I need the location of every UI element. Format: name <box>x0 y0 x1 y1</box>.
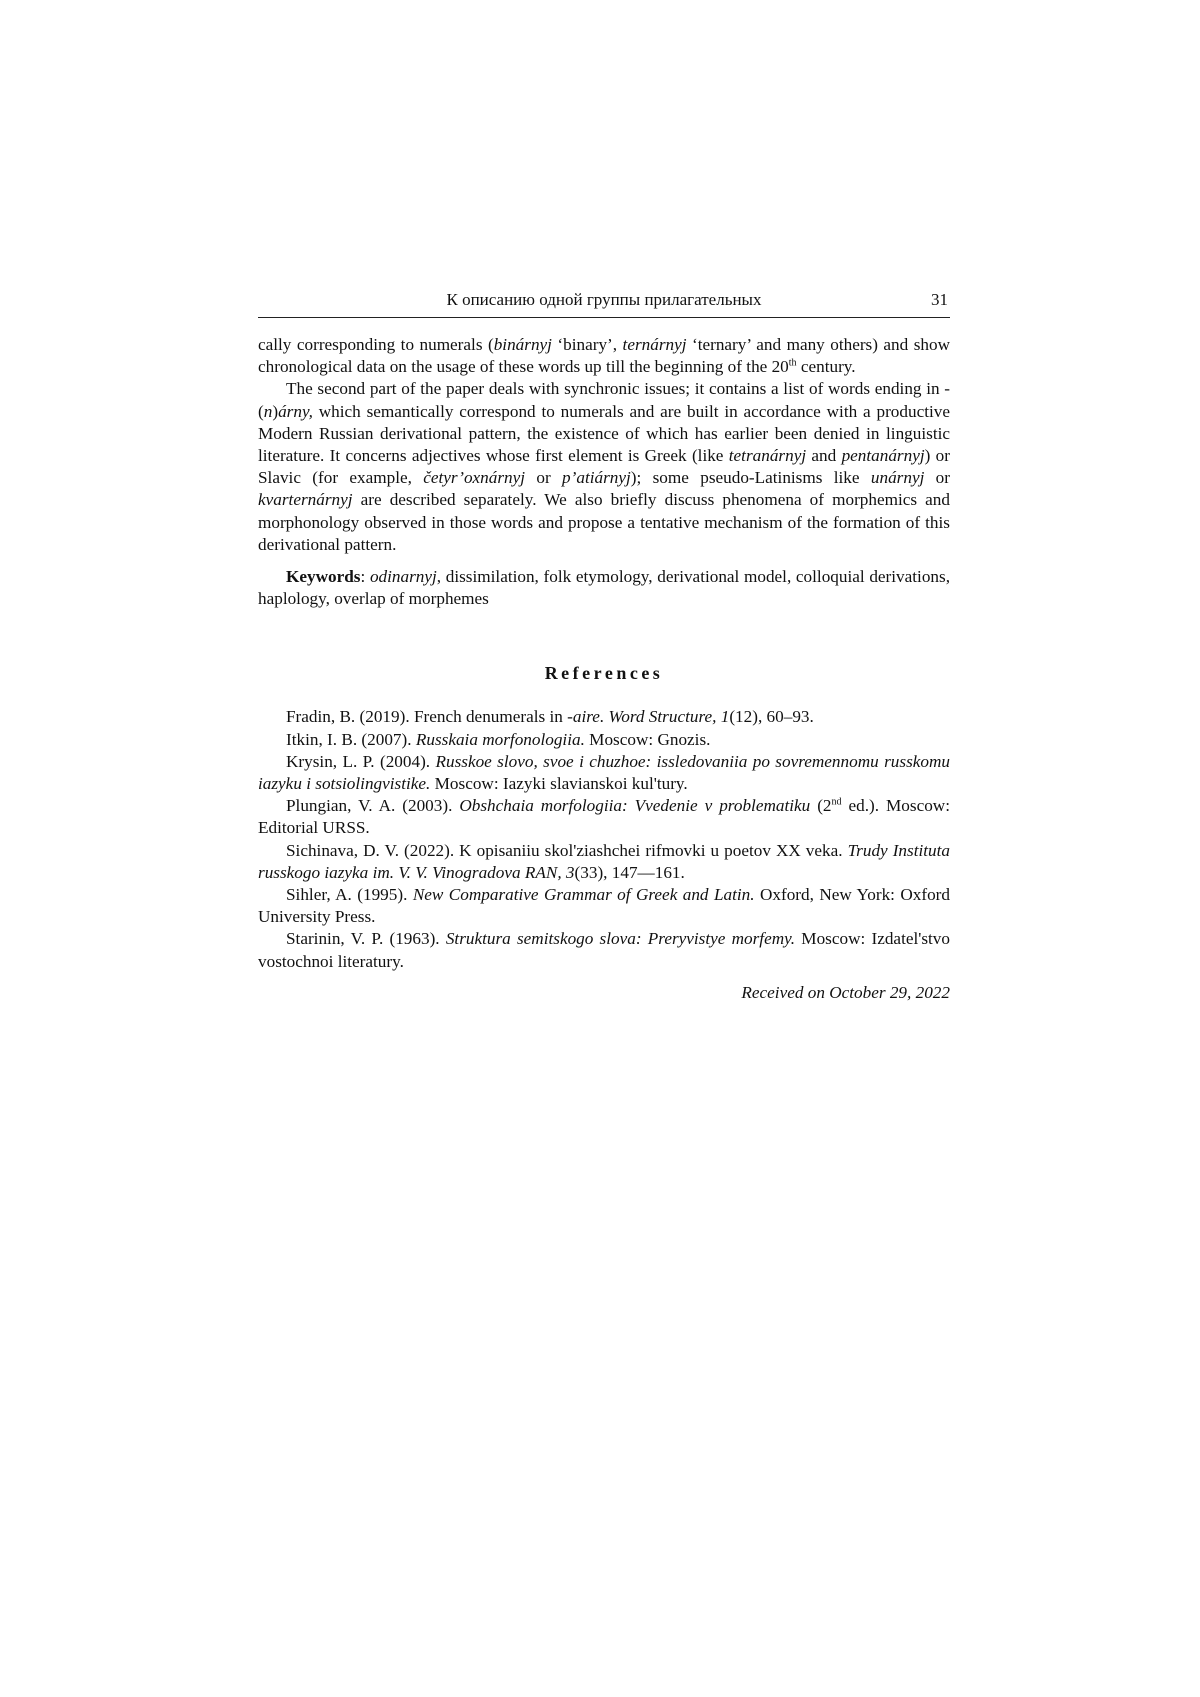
abstract-paragraph <box>258 378 950 556</box>
term: unárnyj <box>870 468 925 488</box>
text-span: are described separately. We also briefly discuss phenomena of morphemics and morphonology observed in those words and propose a tentative mechanism of the formation of this derivational pattern. <box>258 490 950 554</box>
ref-text: (33), 147—161. <box>574 862 685 882</box>
reference-item <box>258 729 950 751</box>
term: ternárnyj <box>622 335 687 354</box>
ref-title: aire. Word Structure, 1 <box>572 707 730 727</box>
abstract <box>258 334 950 556</box>
page <box>258 287 950 1003</box>
superscript: nd <box>831 796 842 808</box>
ref-title: New Comparative Grammar of Greek and Latin. <box>412 885 755 905</box>
text-span: ); some pseudo-Latinisms like <box>630 468 871 488</box>
text-span: The second part of the paper deals with synchronic issues; it contains a list of words ending in -( <box>258 379 950 421</box>
term: n <box>263 401 273 421</box>
references-list <box>258 706 950 972</box>
ref-text: Starinin, V. P. (1963). <box>286 929 446 949</box>
reference-item <box>258 706 950 728</box>
reference-item <box>258 928 950 972</box>
ref-text: Plungian, V. A. (2003). <box>286 796 460 816</box>
ref-text: Oxford, New York: Oxford University Press. <box>258 885 950 927</box>
text-span: ) <box>272 401 279 421</box>
running-title: К описанию одной группы прилагательных <box>446 290 762 309</box>
ref-text: Krysin, L. P. (2004). <box>286 751 436 771</box>
keyword-term: odinarnyj <box>369 567 437 587</box>
ref-text: (12), 60–93. <box>729 707 814 727</box>
reference-item <box>258 795 950 839</box>
reference-item <box>258 840 950 884</box>
term: četyr’oxnárnyj <box>423 468 526 488</box>
ref-text: Itkin, I. B. (2007). <box>286 729 416 749</box>
ref-text: Sihler, A. (1995). <box>286 885 413 905</box>
text-span: cally corresponding to numerals ( <box>258 335 494 354</box>
term: árny, <box>278 401 313 421</box>
ref-title: Russkaia morfonologiia. <box>415 729 585 749</box>
running-header <box>258 287 950 318</box>
text-span: ‘ternary’ and many others) and show chronological data on the usage of these words up till the beginning of the 20 <box>258 335 950 377</box>
keywords-list: , dissimilation, folk etymology, derivational model, colloquial derivations, haplology, overlap of morphemes <box>258 567 950 609</box>
ref-title: Trudy Instituta russkogo iazyka im. V. V. Vinogradova RAN, 3 <box>258 840 950 882</box>
text-span: and <box>806 446 842 466</box>
ref-title: Struktura semitskogo slova: Preryvistye morfemy. <box>445 929 796 949</box>
reference-item <box>258 751 950 795</box>
page-number: 31 <box>931 290 948 309</box>
abstract-paragraph <box>258 334 950 378</box>
keywords-label: Keywords <box>286 567 361 587</box>
text-span: century. <box>796 357 856 377</box>
text-span: : <box>360 567 370 587</box>
ref-text: (2 <box>810 796 832 816</box>
text-span: ) or Slavic (for example, <box>258 446 950 488</box>
term: p’atiárnyj <box>562 468 631 488</box>
ref-text: Sichinava, D. V. (2022). K opisaniiu skol'ziashchei rifmovki u poetov XX veka. <box>286 840 848 860</box>
received-date: Received on October 29, 2022 <box>741 982 950 1002</box>
ref-text: Fradin, B. (2019). French denumerals in - <box>286 707 573 727</box>
term: tetranárnyj <box>728 446 807 466</box>
references-heading: References <box>544 663 664 684</box>
ref-text: Moscow: Iazyki slavianskoi kul'tury. <box>430 774 688 794</box>
ref-text: Moscow: Izdatel'stvo vostochnoi literatury. <box>258 929 950 971</box>
keywords <box>258 566 950 610</box>
ref-text: Moscow: Gnozis. <box>584 729 711 749</box>
superscript: th <box>788 357 797 369</box>
text-span: ‘binary’, <box>551 335 623 354</box>
reference-item <box>258 884 950 928</box>
text-span: or <box>525 468 563 488</box>
ref-title: Obshchaia morfologiia: Vvedenie v problematiku <box>459 796 811 816</box>
text-span: or <box>924 468 950 488</box>
term: binárnyj <box>493 335 552 354</box>
term: pentanárnyj <box>841 446 925 466</box>
text-span: which semantically correspond to numerals and are built in accordance with a productive Modern Russian derivational pattern, the existence of which has earlier been denied in linguistic literature. It concerns adjectives whose first element is Greek (like <box>258 401 950 466</box>
ref-title: Russkoe slovo, svoe i chuzhoe: issledovaniia po sovremennomu russkomu iazyku i sotsiolingvistike. <box>258 751 950 794</box>
term: kvarternárnyj <box>258 490 353 510</box>
ref-text: ed.). Moscow: Editorial URSS. <box>258 796 950 838</box>
